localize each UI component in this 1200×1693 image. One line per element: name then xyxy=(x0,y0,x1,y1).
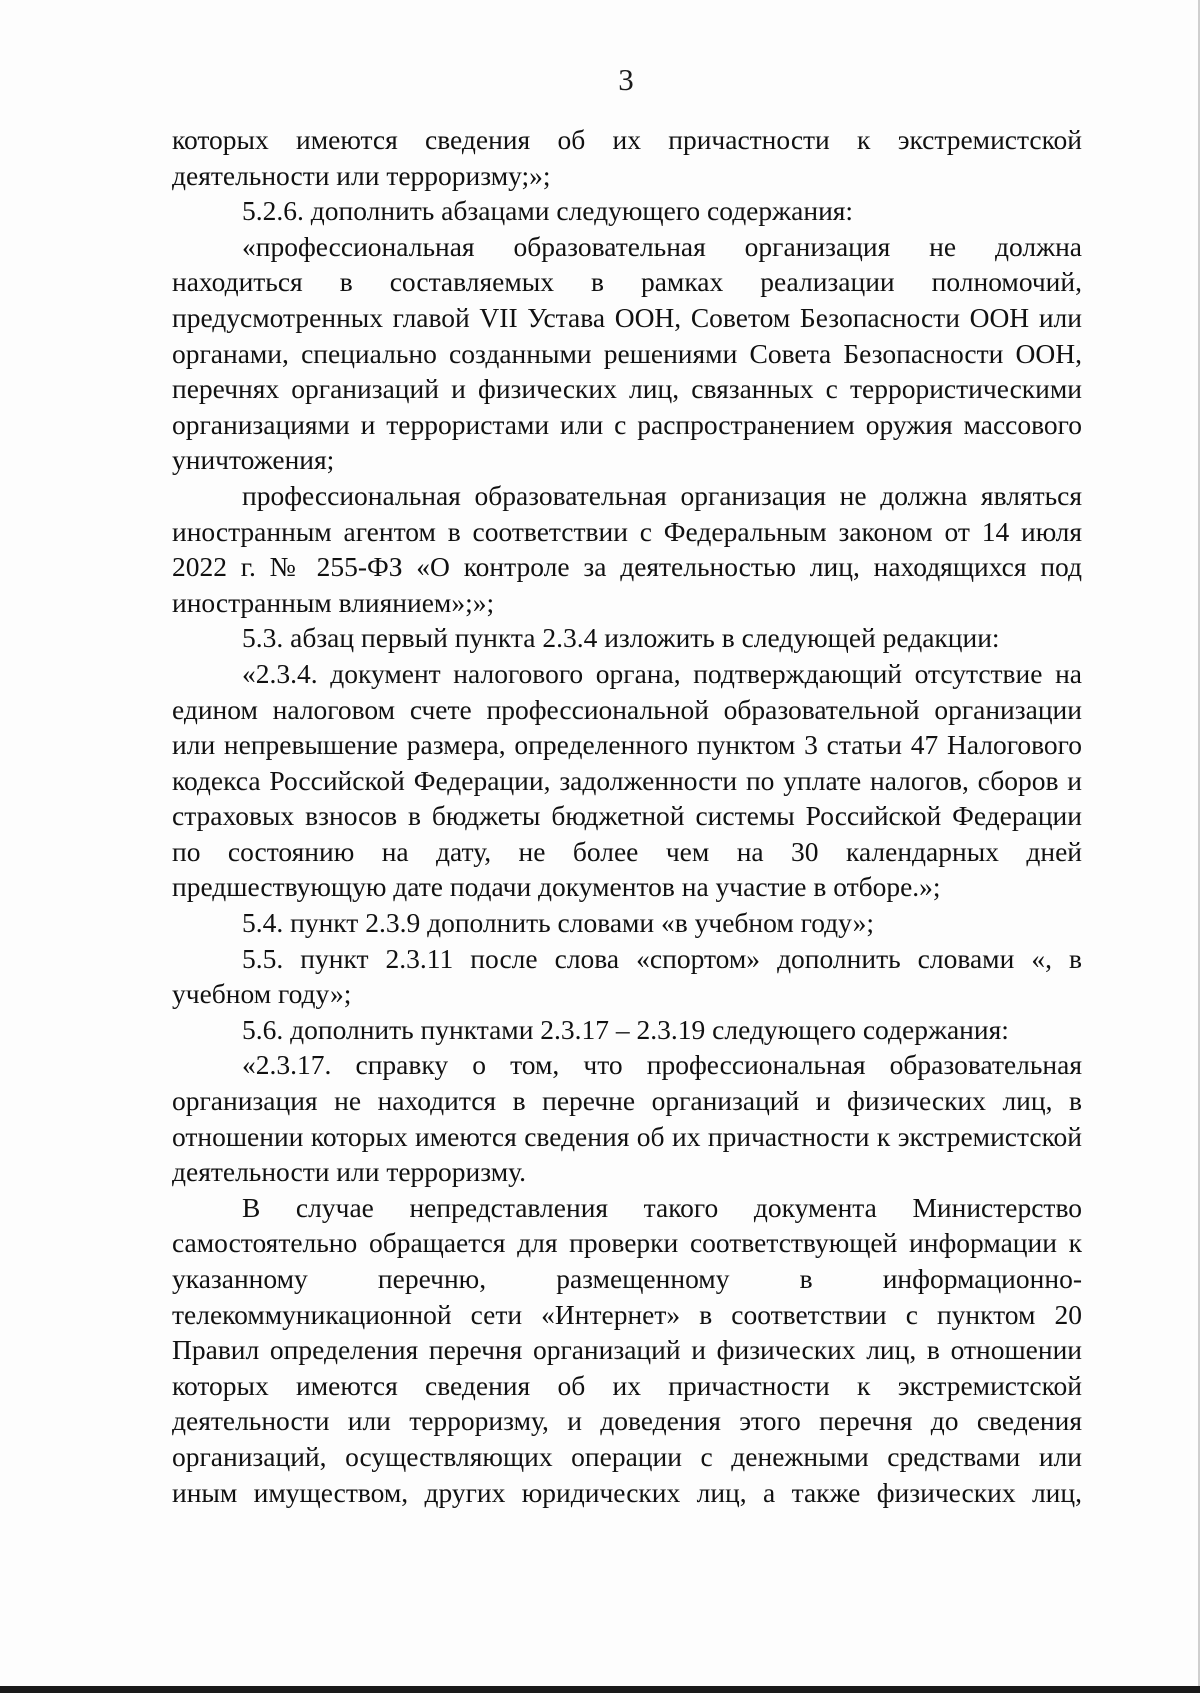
paragraph-2-3-4: «2.3.4. документ налогового органа, подтверждающий отсутствие на едином налоговом счете профессиональной образовательной организации или непревышение размера, определенного пунктом 3 статьи 47 Налогового кодекса Российской Федерации, задолженности по уплате налогов, сборов и страховых взносов в бюджеты бюджетной системы Российской Федерации по состоянию на дату, не более чем на 30 календарных дней предшествующую дате подачи документов на участие в отборе.»; xyxy=(172,657,1082,903)
paragraph-5-5: 5.5. пункт 2.3.11 после слова «спортом» дополнить словами «, в учебном году»; xyxy=(172,942,1082,1010)
paragraph-foreign-agent: профессиональная образовательная организация не должна являться иностранным агентом в соответствии с Федеральным законом от 14 июля 2022 г. № 255-ФЗ «О контроле за деятельностью лиц, находящихся под иностранным влиянием»;»; xyxy=(172,479,1082,618)
page-number: 3 xyxy=(618,62,634,97)
paragraph-ministry-check: В случае непредставления такого документа Министерство самостоятельно обращается для проверки соответствующей информации к указанному перечню, размещенному в информационно-телекоммуникационной сети «Интернет» в соответствии с пунктом 20 Правил определения перечня организаций и физических лиц, в отношении которых имеются сведения об их причастности к экстремистской деятельности или терроризму, и доведения этого перечня до сведения организаций, осуществляющих операции с денежными средствами или иным имуществом, других юридических лиц, а также физических лиц, xyxy=(172,1191,1082,1508)
paragraph-5-6: 5.6. дополнить пунктами 2.3.17 – 2.3.19 следующего содержания: xyxy=(242,1013,1009,1045)
paragraph-2-3-17: «2.3.17. справку о том, что профессиональная образовательная организация не находится в перечне организаций и физических лиц, в отношении которых имеются сведения об их причастности к экстремистской деятельности или терроризму. xyxy=(172,1049,1082,1188)
paragraph-continuation: которых имеются сведения об их причастности к экстремистской деятельности или терроризму;»; xyxy=(172,124,1082,191)
paragraph-5-3: 5.3. абзац первый пункта 2.3.4 изложить в следующей редакции: xyxy=(242,622,1000,654)
paragraph-5-4: 5.4. пункт 2.3.9 дополнить словами «в учебном году»; xyxy=(242,907,874,939)
paragraph-5-2-6: 5.2.6. дополнить абзацами следующего содержания: xyxy=(242,195,854,227)
document-body xyxy=(172,122,1082,1510)
paragraph-un-lists: «профессиональная образовательная организация не должна находиться в составляемых в рамках реализации полномочий, предусмотренных главой VII Устава ООН, Советом Безопасности ООН или органами, специально созданными решениями Совета Безопасности ООН, перечнях организаций и физических лиц, связанных с террористическими организациями и террористами или с распространением оружия массового уничтожения; xyxy=(172,230,1082,476)
scan-bottom-edge xyxy=(0,1686,1200,1693)
